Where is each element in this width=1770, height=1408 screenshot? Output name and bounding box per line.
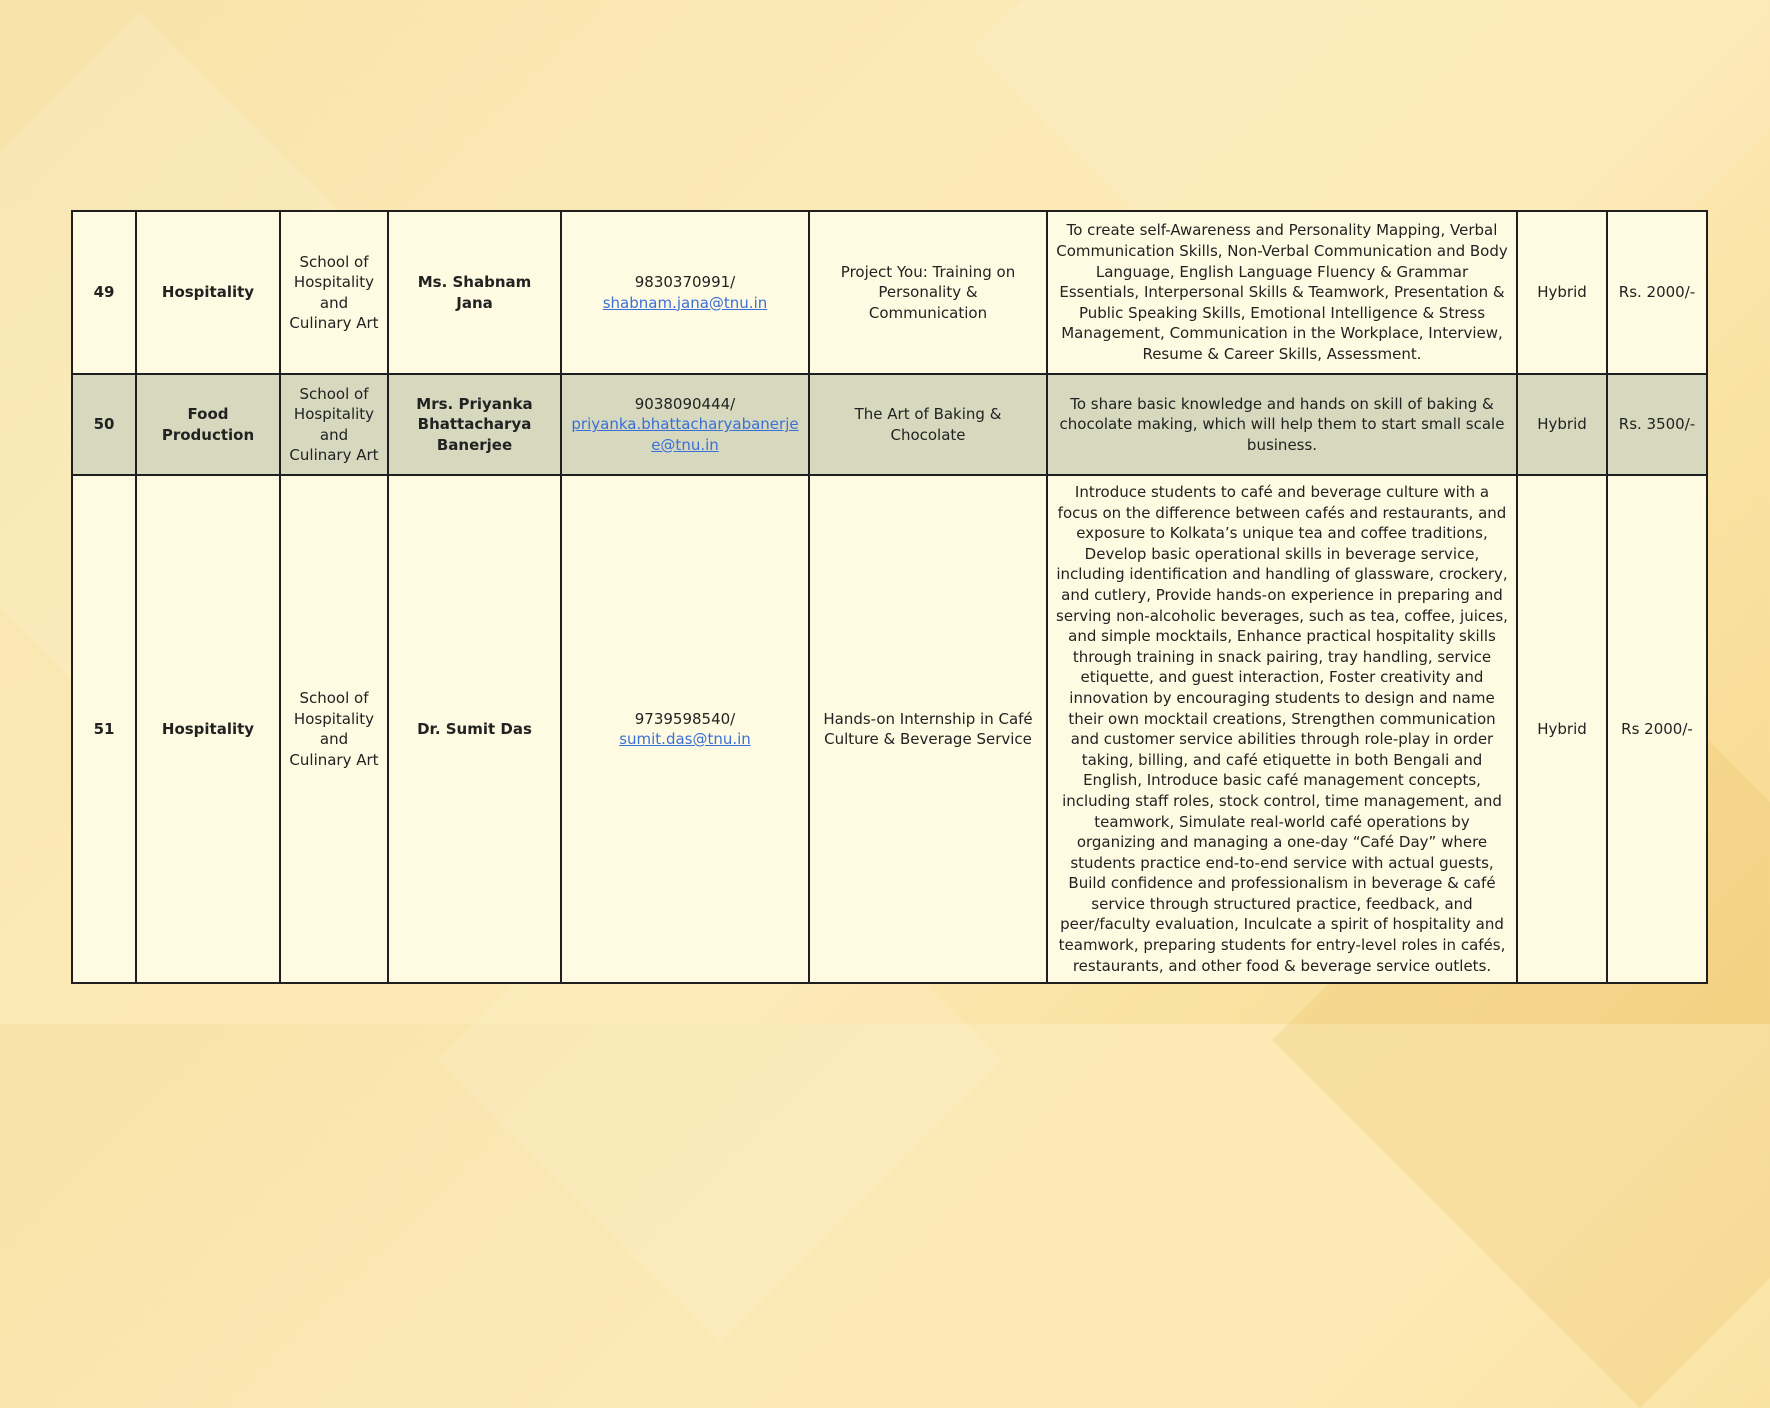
course-fee: Rs. 3500/- (1607, 374, 1707, 475)
faculty-name: Dr. Sumit Das (388, 475, 561, 983)
table-row (72, 374, 1707, 475)
contact-phone: 9739598540/ (634, 709, 736, 728)
contact-email-link[interactable]: priyanka.bhattacharyabanerjee@tnu.in (571, 415, 799, 454)
row-number: 49 (72, 211, 136, 374)
contact-phone: 9038090444/ (634, 394, 736, 413)
course-title: Project You: Training on Personality & Communication (809, 211, 1047, 374)
course-objective: Introduce students to café and beverage culture with a focus on the difference between cafés and restaurants, and exposure to Kolkata’s unique tea and coffee traditions, Develop basic operational skills in beverage service, including identification and handling of glassware, crockery, and cutlery, Provide hands-on experience in preparing and serving non-alcoholic beverages, such as tea, coffee, juices, and simple mocktails, Enhance practical hospitality skills through training in snack pairing, tray handling, service etiquette, and guest interaction, Foster creativity and innovation by encouraging students to design and name their own mocktail creations, Strengthen communication and customer service abilities through role-play in order taking, billing, and café etiquette in both Bengali and English, Introduce basic café management concepts, including staff roles, stock control, time management, and teamwork, Simulate real-world café operations by organizing and managing a one-day “Café Day” where students practice end-to-end service with actual guests, Build confidence and professionalism in beverage & café service through structured practice, feedback, and peer/faculty evaluation, Inculcate a spirit of hospitality and teamwork, preparing students for entry-level roles in cafés, restaurants, and other food & beverage service outlets. (1047, 475, 1517, 983)
faculty-name: Mrs. Priyanka Bhattacharya Banerjee (388, 374, 561, 475)
course-fee: Rs. 2000/- (1607, 211, 1707, 374)
course-mode: Hybrid (1517, 475, 1607, 983)
course-area: Food Production (136, 374, 280, 475)
contact-cell (561, 475, 809, 983)
table-row (72, 211, 1707, 374)
contact-email-link[interactable]: shabnam.jana@tnu.in (602, 293, 768, 312)
contact-cell (561, 211, 809, 374)
table-row (72, 475, 1707, 983)
contact-phone: 9830370991/ (634, 273, 736, 291)
course-mode: Hybrid (1517, 211, 1607, 374)
school-name: School of Hospitality and Culinary Art (280, 475, 388, 983)
course-fee: Rs 2000/- (1607, 475, 1707, 983)
faculty-name: Ms. Shabnam Jana (388, 211, 561, 374)
row-number: 50 (72, 374, 136, 475)
school-name: School of Hospitality and Culinary Art (280, 374, 388, 475)
course-title: Hands-on Internship in Café Culture & Beverage Service (809, 475, 1047, 983)
course-area: Hospitality (136, 475, 280, 983)
school-name: School of Hospitality and Culinary Art (280, 211, 388, 374)
course-area: Hospitality (136, 211, 280, 374)
course-title: The Art of Baking & Chocolate (809, 374, 1047, 475)
course-mode: Hybrid (1517, 374, 1607, 475)
row-number: 51 (72, 475, 136, 983)
contact-email-link[interactable]: sumit.das@tnu.in (619, 730, 751, 749)
contact-cell (561, 374, 809, 475)
course-objective: To share basic knowledge and hands on skill of baking & chocolate making, which will help them to start small scale business. (1047, 374, 1517, 475)
course-table (71, 210, 1708, 984)
course-objective: To create self-Awareness and Personality Mapping, Verbal Communication Skills, Non-Verbal Communication and Body Language, English Language Fluency & Grammar Essentials, Interpersonal Skills & Teamwork, Presentation & Public Speaking Skills, Emotional Intelligence & Stress Management, Communication in the Workplace, Interview, Resume & Career Skills, Assessment. (1047, 211, 1517, 374)
